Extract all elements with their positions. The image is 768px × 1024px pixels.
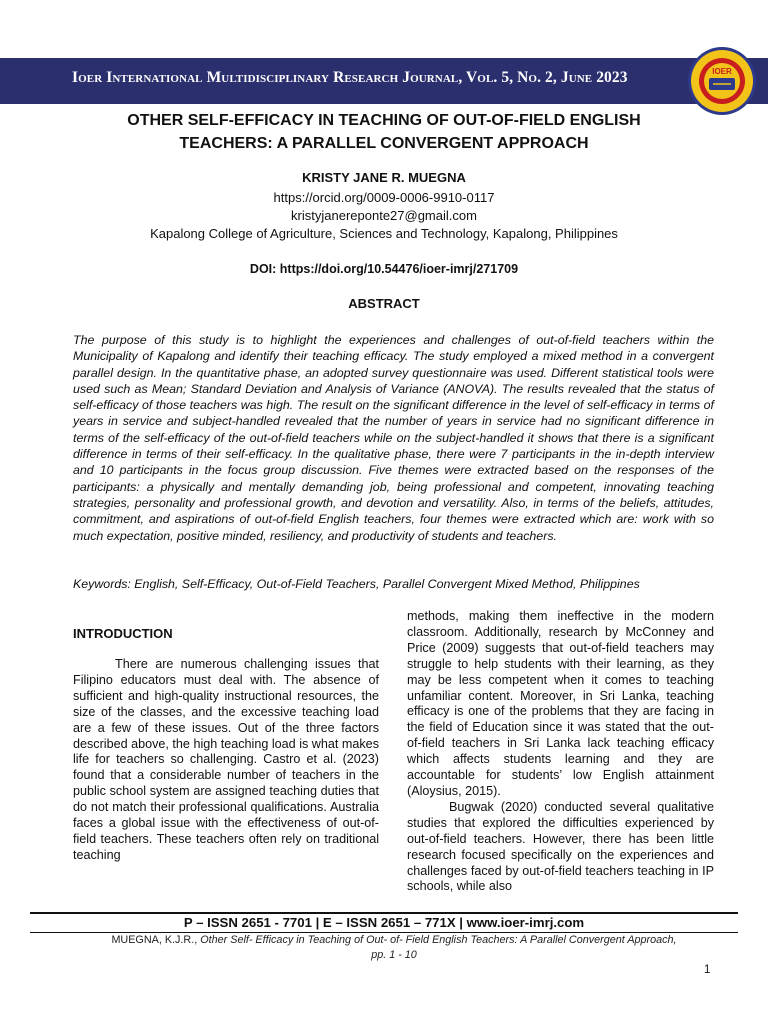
footer-issn: P – ISSN 2651 - 7701 | E – ISSN 2651 – 771X | www.ioer-imrj.com <box>183 915 585 930</box>
paper-title-line-1: OTHER SELF-EFFICACY IN TEACHING OF OUT-OF-FIELD ENGLISH <box>127 112 641 129</box>
introduction-heading: INTRODUCTION <box>73 626 173 641</box>
paper-title-line-2: TEACHERS: A PARALLEL CONVERGENT APPROACH <box>179 135 589 152</box>
doi-link[interactable]: DOI: https://doi.org/10.54476/ioer-imrj/271709 <box>249 262 519 276</box>
seal-text: IOER <box>712 67 732 76</box>
ioer-seal-logo <box>687 46 757 116</box>
citation-author: MUEGNA, K.J.R., <box>111 934 201 946</box>
abstract-heading: ABSTRACT <box>348 296 420 311</box>
footer-rule-top <box>30 912 738 914</box>
page-number: 1 <box>704 964 711 976</box>
intro-paragraph-1: There are numerous challenging issues that Filipino educators must deal with. The absence of sufficient and high-quality instructional resources, the size of the classes, and the excessive teaching load are a few of these issues. Out of the three factors described above, the high teaching load is what makes life for teachers so challenging. Castro et al. (2023) found that a considerable number of teachers in the public school system are assigned teaching duties that do not match their professional qualifications. Australia faces a global issue with the effectiveness of out-of-field teachers. These teachers often rely on traditional teaching <box>73 657 379 862</box>
journal-banner <box>0 58 768 104</box>
author-orcid-link[interactable]: https://orcid.org/0009-0006-9910-0117 <box>273 190 495 205</box>
right-column <box>407 609 714 895</box>
journal-title: Ioer International Multidisciplinary Research Journal, Vol. 5, No. 2, June 2023 <box>72 69 628 86</box>
citation-pages: pp. 1 - 10 <box>371 949 417 961</box>
intro-paragraph-1-continued: methods, making them ineffective in the modern classroom. Additionally, research by McConney and Price (2009) suggests that out-of-field teachers may struggle to help students with their learning, as they may be less competent when it comes to teaching unfamiliar content. Moreover, in Sri Lanka, teaching efficacy is one of the problems that they are facing in the field of Education since it was stated that the out-of-field teachers in Sri Lanka lack teaching efficacy which affects students learning and they are accountable for students’ low English attainment (Aloysius, 2015). <box>407 609 714 798</box>
citation-title: Other Self- Efficacy in Teaching of Out- of- Field English Teachers: A Parallel Convergent Approach, <box>200 934 677 946</box>
footer-citation <box>70 933 718 963</box>
author-affiliation: Kapalong College of Agriculture, Sciences and Technology, Kapalong, Philippines <box>150 226 618 241</box>
keywords: Keywords: English, Self-Efficacy, Out-of-Field Teachers, Parallel Convergent Mixed Method, Philippines <box>73 577 640 591</box>
author-name: KRISTY JANE R. MUEGNA <box>302 170 466 185</box>
abstract-text: The purpose of this study is to highlight the experiences and challenges of out-of-field teachers within the Municipality of Kapalong and identify their teaching efficacy. The study employed a mixed method in a convergent parallel design. In the quantitative phase, an adopted survey questionnaire was used. Different statistical tools were used such as Mean; Standard Deviation and Analysis of Variance (ANOVA). The results revealed that the status of self-efficacy of those teachers was high. The result on the significant difference in the level of self-efficacy in terms of years in service and subject-handled revealed that the number of years in service had no significant difference in terms of the self-efficacy of the out-of-field teachers while on the subject-handled it shows that there is a significant difference in terms of their self-efficacy. In the qualitative phase, there were 7 participants in the in-depth interview and 10 participants in the focus group discussion. Five themes were extracted based on the responses of the participants: a physically and mentally demanding job, being professional and competent, innovating teaching strategies, personality and professional growth, and devotion and versatility. Also, in terms of the beliefs, attitudes, commitment, and aspirations of out-of-field English teachers, four themes were extracted which are: work with so much expectation, positive minded, resiliency, and productivity of students and teachers. <box>73 333 714 543</box>
author-email[interactable]: kristyjanereponte27@gmail.com <box>291 208 477 223</box>
intro-paragraph-2: Bugwak (2020) conducted several qualitative studies that explored the difficulties experienced by out-of-field teachers. However, there has been little research focused specifically on the experiences and challenges faced by out-of-field teachers teaching in IP schools, while also <box>407 799 714 894</box>
